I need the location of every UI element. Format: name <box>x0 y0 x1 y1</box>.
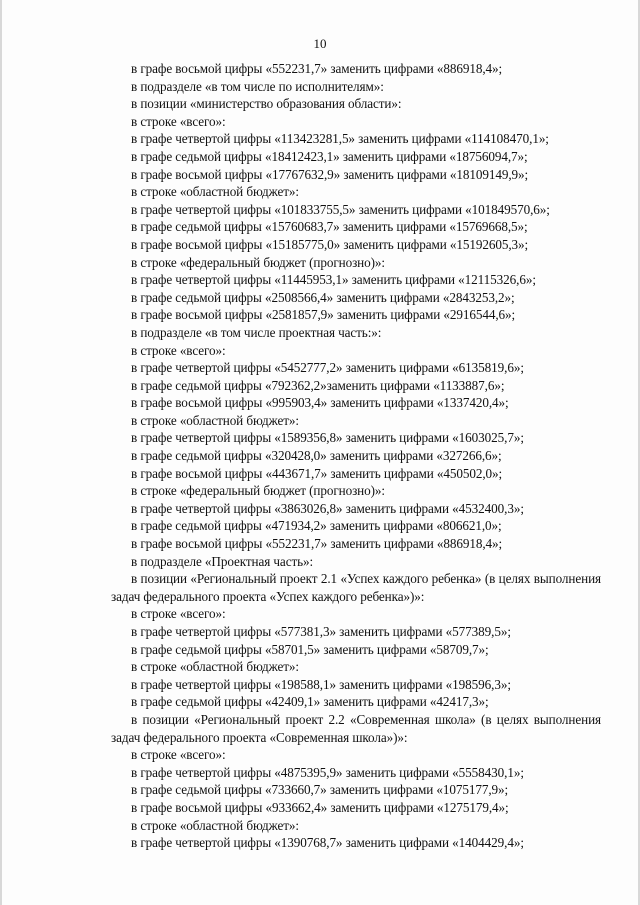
text-line: в позиции «министерство образования области»: <box>131 96 402 112</box>
text-line: в графе восьмой цифры «933662,4» заменить цифрами «1275179,4»; <box>131 799 509 815</box>
text-line: в подразделе «в том числе проектная часть:»: <box>131 324 382 340</box>
text-line: в графе седьмой цифры «42409,1» заменить цифрами «42417,3»; <box>131 694 489 710</box>
text-line: в строке «всего»: <box>131 606 226 622</box>
text-line: в графе четвертой цифры «113423281,5» заменить цифрами «114108470,1»; <box>131 131 549 147</box>
text-line: в графе четвертой цифры «1589356,8» заменить цифрами «1603025,7»; <box>131 430 524 446</box>
text-line: в графе восьмой цифры «443671,7» заменить цифрами «450502,0»; <box>131 465 503 481</box>
text-line: в графе четвертой цифры «11445953,1» заменить цифрами «12115326,6»; <box>131 272 536 288</box>
text-line: в графе четвертой цифры «4875395,9» заменить цифрами «5558430,1»; <box>131 764 524 780</box>
text-line: в графе восьмой цифры «17767632,9» заменить цифрами «18109149,9»; <box>131 166 529 182</box>
text-line: в графе четвертой цифры «577381,3» заменить цифрами «577389,5»; <box>131 624 511 639</box>
text-line: в графе восьмой цифры «552231,7» заменить цифрами «886918,4»; <box>131 61 503 76</box>
text-line: в графе четвертой цифры «3863026,8» заменить цифрами «4532400,3»; <box>131 500 524 516</box>
text-line: в строке «областной бюджет»: <box>131 659 299 675</box>
text-paragraph: в позиции «Региональный проект 2.1 «Успех каждого ребенка» (в целях выполнения задач федерального проекта «Успех каждого ребенка»)»: <box>111 571 601 604</box>
text-line: в строке «областной бюджет»: <box>131 412 299 428</box>
text-line: в графе восьмой цифры «15185775,0» заменить цифрами «15192605,3»; <box>131 236 529 252</box>
text-line: в графе восьмой цифры «995903,4» заменить цифрами «1337420,4»; <box>131 395 509 411</box>
text-line: в графе седьмой цифры «2508566,4» заменить цифрами «2843253,2»; <box>131 289 515 305</box>
text-line: в графе четвертой цифры «1390768,7» заменить цифрами «1404429,4»; <box>131 835 524 851</box>
text-line: в графе четвертой цифры «5452777,2» заменить цифрами «6135819,6»; <box>131 360 524 376</box>
text-line: в графе четвертой цифры «198588,1» заменить цифрами «198596,3»; <box>131 676 511 692</box>
text-line: в графе четвертой цифры «101833755,5» заменить цифрами «101849570,6»; <box>131 201 550 217</box>
page-number: 10 <box>313 36 327 51</box>
text-line: в строке «всего»: <box>131 747 226 763</box>
text-line: в строке «областной бюджет»: <box>131 184 299 200</box>
text-line: в строке «федеральный бюджет (прогнозно)»: <box>131 483 385 499</box>
text-line: в строке «областной бюджет»: <box>131 817 299 833</box>
text-line: в подразделе «Проектная часть»: <box>131 553 314 569</box>
text-line: в графе седьмой цифры «15760683,7» заменить цифрами «15769668,5»; <box>131 219 528 235</box>
text-paragraph: в позиции «Региональный проект 2.2 «Современная школа» (в целях выполнения задач федерального проекта «Современная школа»)»: <box>111 711 601 745</box>
text-line: в строке «всего»: <box>131 113 226 129</box>
text-line: в графе седьмой цифры «320428,0» заменить цифрами «327266,6»; <box>131 448 502 464</box>
text-line: в графе седьмой цифры «792362,2»заменить цифрами «1133887,6»; <box>131 377 505 393</box>
text-line: в строке «федеральный бюджет (прогнозно)»: <box>131 254 385 270</box>
text-line: в графе седьмой цифры «58701,5» заменить цифрами «58709,7»; <box>131 641 489 657</box>
text-line: в графе седьмой цифры «471934,2» заменить цифрами «806621,0»; <box>131 518 502 534</box>
text-line: в графе седьмой цифры «733660,7» заменить цифрами «1075177,9»; <box>131 782 509 798</box>
text-line: в строке «всего»: <box>131 342 226 358</box>
text-line: в графе восьмой цифры «552231,7» заменить цифрами «886918,4»; <box>131 536 503 552</box>
text-line: в графе седьмой цифры «18412423,1» заменить цифрами «18756094,7»; <box>131 148 528 164</box>
text-line: в графе восьмой цифры «2581857,9» заменить цифрами «2916544,6»; <box>131 307 516 323</box>
page-edge-left <box>0 0 2 905</box>
document-body <box>111 60 601 852</box>
text-line: в подразделе «в том числе по исполнителям»: <box>131 78 384 94</box>
